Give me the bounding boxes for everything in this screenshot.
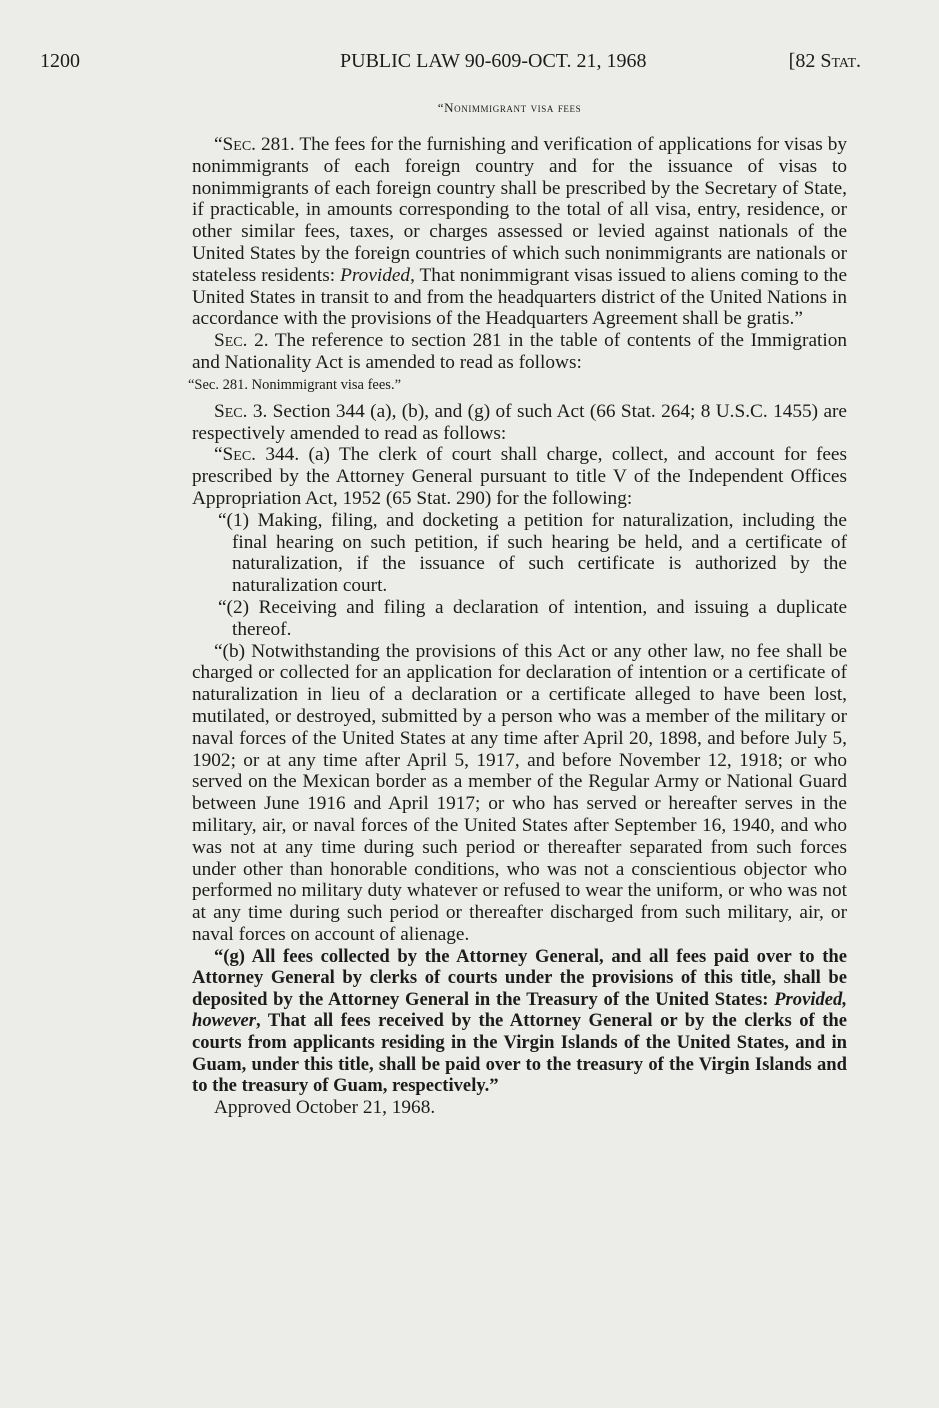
section-344-paragraph — [192, 444, 847, 509]
provided-however-italic: Provided, however — [192, 988, 847, 1032]
item-1: “(1) Making, filing, and docketing a petition for naturalization, including the final hearing on such petition, if such hearing be held, and a certificate of naturalization, if the issuance of such certificate is authorized by the naturalization court. — [218, 509, 847, 597]
page-header — [0, 50, 939, 78]
paragraph-b: “(b) Notwithstanding the provisions of this Act or any other law, no fee shall be charged or collected for an application for declaration of intention or a certificate of naturalization in lieu of a declaration or a certificate alleged to have been lost, mutilated, or destroyed, submitted by a person who was a member of the military or naval forces of the United States at any time after April 20, 1898, and before July 5, 1902; or at any time after April 5, 1917, and before November 12, 1918; or who served on the Mexican border as a member of the Regular Army or National Guard between June 1916 and April 1917; or who has served or hereafter serves in the military, air, or naval forces of the United States after September 16, 1940, and who was not at any time during such period or thereafter separated from such forces under other than honorable conditions, who was not a conscientious objector who performed no military duty whatever or refused to wear the uniform, or who was not at any time during such period or thereafter discharged from such military, air, or naval forces on account of alienage. — [192, 640, 847, 945]
table-of-contents-entry: “Sec. 281. Nonimmigrant visa fees.” — [188, 376, 402, 393]
sec-label: Sec — [214, 330, 243, 352]
paragraph-g — [192, 946, 847, 1097]
page-number: 1200 — [40, 50, 80, 72]
section-3-paragraph — [192, 401, 847, 445]
statute-reference-prefix: [82 — [788, 50, 821, 72]
para-g-text: “(g) All fees collected by the Attorney General, and all fees paid over to the Attorney General by clerks of courts under the provisions of this title, shall be deposited by the Attorney General in the Treasury of the United States: — [192, 945, 847, 1010]
sec281-text: . 281. The fees for the furnishing and verification of applications for visas by nonimmigrants of each foreign country and for the issuance of visas to nonimmigrants of each foreign country shall be prescribed by the Secretary of State, if practicable, in amounts corresponding to the total of all visa, entry, residence, or other similar fees, taxes, or charges assessed or levied against nationals of the United States by the foreign countries of which such nonimmigrants are nationals or stateless residents: — [192, 134, 847, 286]
statute-reference — [789, 50, 861, 73]
sec-label: “Sec — [214, 134, 252, 155]
section-2-paragraph — [192, 330, 847, 374]
sec3-text: . 3. Section 344 (a), (b), and (g) of such Act (66 Stat. 264; 8 U.S.C. 1455) are respectively amended to read as follows: — [192, 400, 847, 444]
body-text — [188, 134, 848, 1119]
approval-line: Approved October 21, 1968. — [214, 1096, 436, 1118]
sec281-text-cont: , That nonimmigrant visas issued to aliens coming to the United States in transit to and from the headquarters district of the United Nations in accordance with the provisions of the Headquarters Agreement shall be gratis.” — [192, 264, 848, 330]
sec2-text: . 2. The reference to section 281 in the table of contents of the Immigration and Nationality Act is amended to read as follows: — [192, 330, 847, 373]
item-2: “(2) Receiving and filing a declaration of intention, and issuing a duplicate thereof. — [218, 596, 847, 640]
sec-label: “Sec — [214, 444, 252, 466]
running-title: PUBLIC LAW 90-609-OCT. 21, 1968 — [340, 50, 647, 72]
section-281-paragraph — [192, 134, 847, 330]
sec-label: Sec — [214, 400, 243, 422]
provided-italic: Provided — [340, 264, 411, 286]
section-heading: “Nonimmigrant visa fees — [437, 100, 582, 115]
para-g-text-cont: , That all fees received by the Attorney General or by the clerks of the courts from applicants residing in the Virgin Islands of the United States, and in Guam, under this title, shall be paid over to the treasury of the Virgin Islands and to the treasury of Guam, respectively.” — [192, 1010, 847, 1097]
statute-reference-suffix: Stat. — [820, 50, 861, 72]
sec344-text: . 344. (a) The clerk of court shall charge, collect, and account for fees prescribed by the Attorney General pursuant to title V of the Independent Offices Appropriation Act, 1952 (65 Stat. 290) for the following: — [192, 444, 847, 509]
